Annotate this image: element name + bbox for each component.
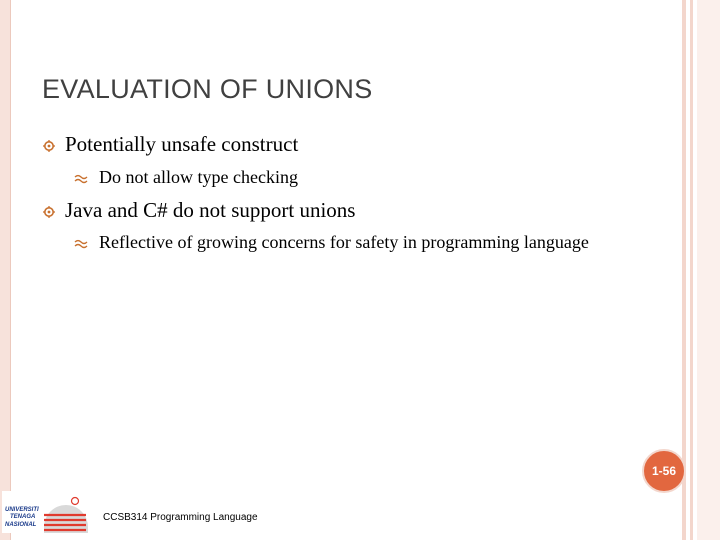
page-number-badge: 1-56: [642, 449, 686, 493]
wave-icon: [74, 173, 88, 185]
svg-text:TENAGA: TENAGA: [10, 514, 36, 520]
right-frame-stripe: [690, 0, 693, 540]
svg-text:UNIVERSITI: UNIVERSITI: [5, 507, 39, 513]
university-logo: [2, 491, 88, 533]
right-frame-stripe: [697, 0, 720, 540]
sun-gear-icon: [43, 206, 55, 218]
bullet-item: Potentially unsafe construct: [65, 132, 299, 156]
sub-bullet-item: Reflective of growing concerns for safety in programming language: [99, 232, 589, 252]
wave-icon: [74, 238, 88, 250]
sun-gear-icon: [43, 140, 55, 152]
sub-bullet-item: Do not allow type checking: [99, 167, 298, 187]
slide-title: EVALUATION OF UNIONS: [42, 74, 373, 104]
bullet-item: Java and C# do not support unions: [65, 198, 356, 222]
footer-course-label: CCSB314 Programming Language: [103, 512, 258, 523]
left-frame-stripe: [0, 0, 11, 540]
svg-text:NASIONAL: NASIONAL: [5, 522, 37, 528]
